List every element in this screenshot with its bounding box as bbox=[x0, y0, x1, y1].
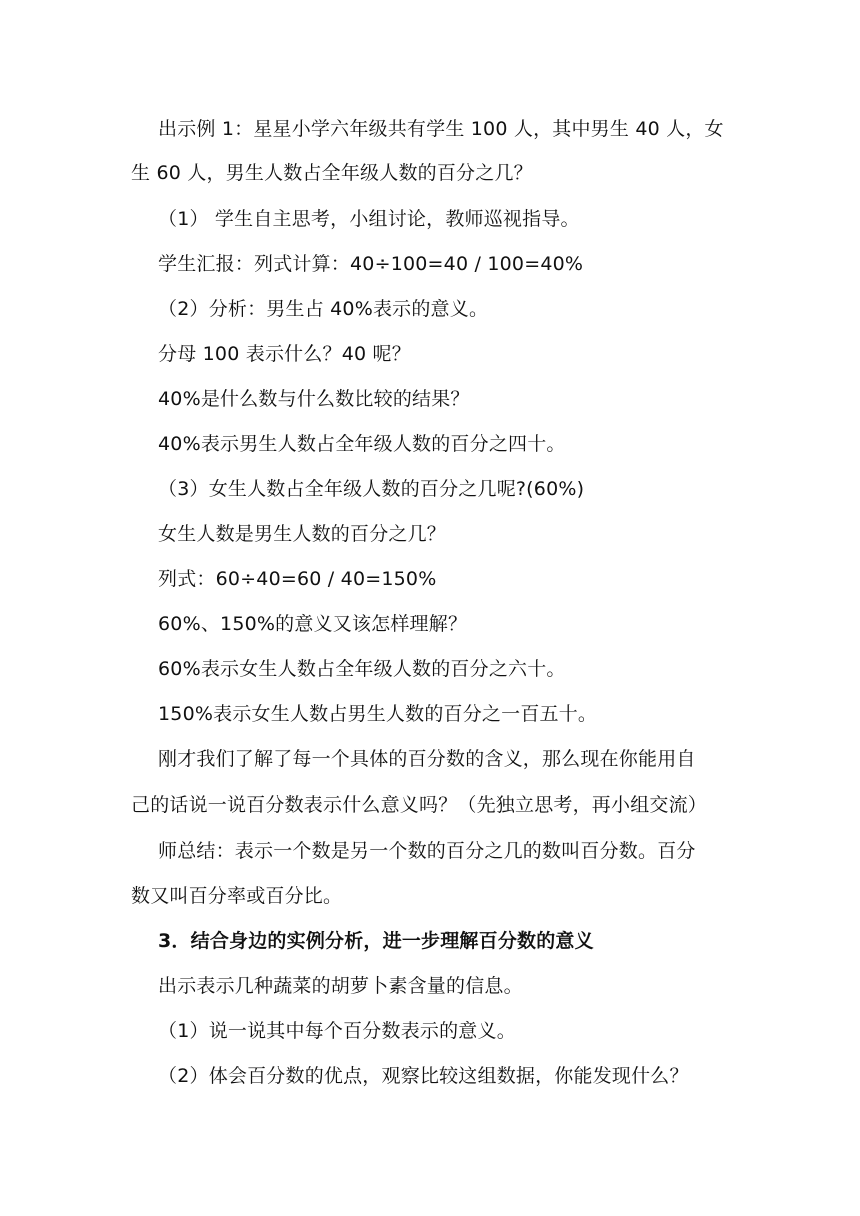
paragraph-line-5: （2）分析：男生占 40%表示的意义。 bbox=[158, 298, 489, 320]
paragraph-line-1: 出示例 1：星星小学六年级共有学生 100 人，其中男生 40 人，女 bbox=[158, 118, 724, 140]
paragraph-line-12: 60%、150%的意义又该怎样理解？ bbox=[158, 613, 468, 635]
paragraph-line-6: 分母 100 表示什么？40 呢？ bbox=[158, 343, 411, 365]
paragraph-line-18: 数又叫百分率或百分比。 bbox=[131, 885, 343, 907]
paragraph-line-21: （1）说一说其中每个百分数表示的意义。 bbox=[158, 1020, 516, 1042]
paragraph-line-8: 40%表示男生人数占全年级人数的百分之四十。 bbox=[158, 433, 566, 455]
paragraph-line-13: 60%表示女生人数占全年级人数的百分之六十。 bbox=[158, 658, 566, 680]
paragraph-line-4: 学生汇报：列式计算：40÷100=40 / 100=40% bbox=[158, 253, 584, 275]
paragraph-line-2: 生 60 人，男生人数占全年级人数的百分之几？ bbox=[131, 162, 533, 184]
paragraph-line-9: （3）女生人数占全年级人数的百分之几呢?(60%) bbox=[158, 478, 585, 500]
paragraph-line-15: 刚才我们了解了每一个具体的百分数的含义，那么现在你能用自 bbox=[158, 748, 696, 770]
paragraph-line-22: （2）体会百分数的优点，观察比较这组数据，你能发现什么？ bbox=[158, 1065, 689, 1087]
paragraph-line-10: 女生人数是男生人数的百分之几？ bbox=[158, 523, 447, 545]
paragraph-line-14: 150%表示女生人数占男生人数的百分之一百五十。 bbox=[158, 703, 598, 725]
paragraph-line-16: 己的话说一说百分数表示什么意义吗？（先独立思考，再小组交流） bbox=[131, 794, 708, 816]
paragraph-line-7: 40%是什么数与什么数比较的结果？ bbox=[158, 388, 470, 410]
section-heading: 3．结合身边的实例分析，进一步理解百分数的意义 bbox=[158, 930, 594, 952]
paragraph-line-20: 出示表示几种蔬菜的胡萝卜素含量的信息。 bbox=[158, 975, 523, 997]
paragraph-line-11: 列式：60÷40=60 / 40=150% bbox=[158, 568, 437, 590]
paragraph-line-3: （1） 学生自主思考，小组讨论，教师巡视指导。 bbox=[158, 208, 580, 230]
paragraph-line-17: 师总结：表示一个数是另一个数的百分之几的数叫百分数。百分 bbox=[158, 840, 696, 862]
